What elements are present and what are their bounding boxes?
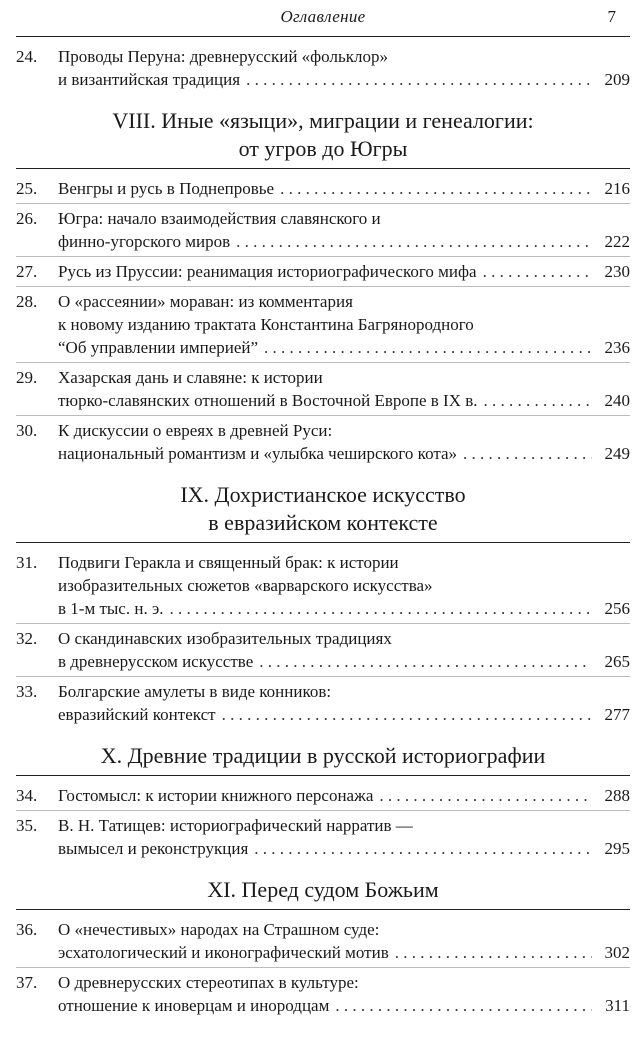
section-title-line: XI. Перед судом Божьим	[207, 877, 439, 902]
entry-number: 27.	[16, 262, 38, 281]
entry-divider	[16, 362, 630, 363]
entry-text: О «рассеянии» мораван: из комментария	[58, 292, 353, 311]
entry-page-number: 256	[604, 599, 630, 618]
entry-text: Венгры и русь в Поднепровье	[58, 179, 275, 198]
section-gap	[16, 862, 630, 876]
entry-line	[16, 290, 630, 313]
entry-page-number: 277	[604, 705, 630, 724]
section-title	[16, 876, 630, 904]
header-title: Оглавление	[280, 7, 366, 26]
entry-divider	[16, 415, 630, 416]
entry-page-number: 249	[604, 444, 630, 463]
toc-entry[interactable]	[16, 43, 630, 93]
entry-number: 30.	[16, 421, 38, 440]
entry-last-line	[16, 941, 630, 964]
entry-number: 26.	[16, 209, 38, 228]
entry-line	[16, 574, 630, 597]
header-rule	[16, 36, 630, 37]
toc-entry[interactable]	[16, 549, 630, 622]
entry-line	[16, 207, 630, 230]
entry-last-line	[16, 260, 630, 283]
toc-entry[interactable]	[16, 625, 630, 675]
dot-leader	[280, 177, 592, 200]
section-title-line: X. Древние традиции в русской историографии	[100, 743, 546, 768]
entry-page-number: 288	[604, 786, 630, 805]
entry-text: отношение к иноверцам и инородцам	[58, 996, 330, 1015]
entry-text: к новому изданию трактата Константина Багрянородного	[58, 315, 474, 334]
toc-entry[interactable]	[16, 175, 630, 202]
toc-entry[interactable]	[16, 916, 630, 966]
entry-last-line	[16, 784, 630, 807]
entry-text: и византийская традиция	[58, 70, 241, 89]
entry-text: “Об управлении империей”	[58, 338, 259, 357]
entry-page-number: 230	[604, 262, 630, 281]
entry-page-number: 236	[604, 338, 630, 357]
section-rule	[16, 775, 630, 776]
entry-divider	[16, 623, 630, 624]
entry-last-line	[16, 68, 630, 91]
entry-number: 28.	[16, 292, 38, 311]
entry-number: 35.	[16, 816, 38, 835]
entry-text: О скандинавских изобразительных традициях	[58, 629, 392, 648]
section-gap	[16, 93, 630, 107]
running-header	[16, 0, 630, 36]
dot-leader	[170, 597, 593, 620]
entry-text: Хазарская дань и славяне: к истории	[58, 368, 323, 387]
toc-entry[interactable]	[16, 364, 630, 414]
toc-entry[interactable]	[16, 969, 630, 1019]
toc-entry[interactable]	[16, 288, 630, 361]
section-title	[16, 481, 630, 537]
entry-number: 37.	[16, 973, 38, 992]
entry-text: в древнерусском искусстве	[58, 652, 254, 671]
entry-line	[16, 313, 630, 336]
toc-entry[interactable]	[16, 205, 630, 255]
table-of-contents	[16, 43, 630, 1019]
entry-text: финно-угорского миров	[58, 232, 231, 251]
entry-text: тюрко-славянских отношений в Восточной Европе в IX в.	[58, 391, 478, 410]
entry-last-line	[16, 837, 630, 860]
entry-divider	[16, 256, 630, 257]
toc-entry[interactable]	[16, 417, 630, 467]
dot-leader	[395, 941, 592, 964]
entry-page-number: 311	[605, 996, 630, 1015]
entry-text: О «нечестивых» народах на Страшном суде:	[58, 920, 380, 939]
entry-number: 29.	[16, 368, 38, 387]
entry-divider	[16, 810, 630, 811]
entry-last-line	[16, 230, 630, 253]
section-title-line: IX. Дохристианское искусство	[180, 482, 466, 507]
dot-leader	[222, 703, 592, 726]
entry-text: национальный романтизм и «улыбка чеширского кота»	[58, 444, 458, 463]
dot-leader	[264, 336, 592, 359]
entry-text: Югра: начало взаимодействия славянского и	[58, 209, 381, 228]
entry-text: К дискуссии о евреях в древней Руси:	[58, 421, 333, 440]
entry-text: О древнерусских стереотипах в культуре:	[58, 973, 359, 992]
section-rule	[16, 168, 630, 169]
section-rule	[16, 909, 630, 910]
entry-page-number: 265	[604, 652, 630, 671]
section-gap	[16, 467, 630, 481]
entry-text: изобразительных сюжетов «варварского искусства»	[58, 576, 433, 595]
entry-text: в 1-м тыс. н. э.	[58, 599, 164, 618]
entry-line	[16, 45, 630, 68]
entry-divider	[16, 967, 630, 968]
section-title	[16, 742, 630, 770]
entry-last-line	[16, 703, 630, 726]
entry-number: 32.	[16, 629, 38, 648]
entry-number: 36.	[16, 920, 38, 939]
entry-text: Русь из Пруссии: реанимация историографического мифа	[58, 262, 477, 281]
entry-page-number: 222	[604, 232, 630, 251]
dot-leader	[463, 442, 592, 465]
toc-entry[interactable]	[16, 782, 630, 809]
dot-leader	[484, 389, 592, 412]
section-rule	[16, 542, 630, 543]
toc-entry[interactable]	[16, 258, 630, 285]
entry-last-line	[16, 442, 630, 465]
section-title-line: от угров до Югры	[238, 136, 408, 161]
entry-last-line	[16, 994, 630, 1017]
section-title	[16, 107, 630, 163]
entry-text: В. Н. Татищев: историографический нарратив —	[58, 816, 413, 835]
entry-text: вымысел и реконструкция	[58, 839, 249, 858]
entry-last-line	[16, 389, 630, 412]
entry-number: 25.	[16, 179, 38, 198]
entry-text: Гостомысл: к истории книжного персонажа	[58, 786, 374, 805]
entry-last-line	[16, 650, 630, 673]
entry-number: 34.	[16, 786, 38, 805]
entry-line	[16, 419, 630, 442]
entry-page-number: 240	[604, 391, 630, 410]
entry-divider	[16, 203, 630, 204]
entry-divider	[16, 286, 630, 287]
entry-text: Подвиги Геракла и священный брак: к истории	[58, 553, 399, 572]
dot-leader	[483, 260, 592, 283]
entry-page-number: 216	[604, 179, 630, 198]
entry-line	[16, 551, 630, 574]
dot-leader	[246, 68, 592, 91]
entry-divider	[16, 676, 630, 677]
entry-last-line	[16, 336, 630, 359]
dot-leader	[236, 230, 592, 253]
header-page-number: 7	[607, 7, 616, 26]
dot-leader	[335, 994, 592, 1017]
dot-leader	[259, 650, 592, 673]
entry-number: 33.	[16, 682, 38, 701]
entry-line	[16, 627, 630, 650]
entry-last-line	[16, 177, 630, 200]
entry-text: Проводы Перуна: древнерусский «фольклор»	[58, 47, 388, 66]
section-gap	[16, 728, 630, 742]
entry-line	[16, 918, 630, 941]
entry-line	[16, 366, 630, 389]
entry-page-number: 295	[604, 839, 630, 858]
entry-text: евразийский контекст	[58, 705, 216, 724]
entry-number: 31.	[16, 553, 38, 572]
dot-leader	[379, 784, 592, 807]
toc-entry[interactable]	[16, 812, 630, 862]
section-title-line: в евразийском контексте	[208, 510, 438, 535]
entry-page-number: 302	[604, 943, 630, 962]
dot-leader	[254, 837, 592, 860]
entry-number: 24.	[16, 47, 38, 66]
entry-line	[16, 971, 630, 994]
entry-text: эсхатологический и иконографический мотив	[58, 943, 389, 962]
entry-line	[16, 814, 630, 837]
entry-line	[16, 680, 630, 703]
entry-last-line	[16, 597, 630, 620]
toc-entry[interactable]	[16, 678, 630, 728]
section-title-line: VIII. Иные «языци», миграции и генеалогии:	[112, 108, 534, 133]
entry-text: Болгарские амулеты в виде конников:	[58, 682, 332, 701]
entry-page-number: 209	[604, 70, 630, 89]
